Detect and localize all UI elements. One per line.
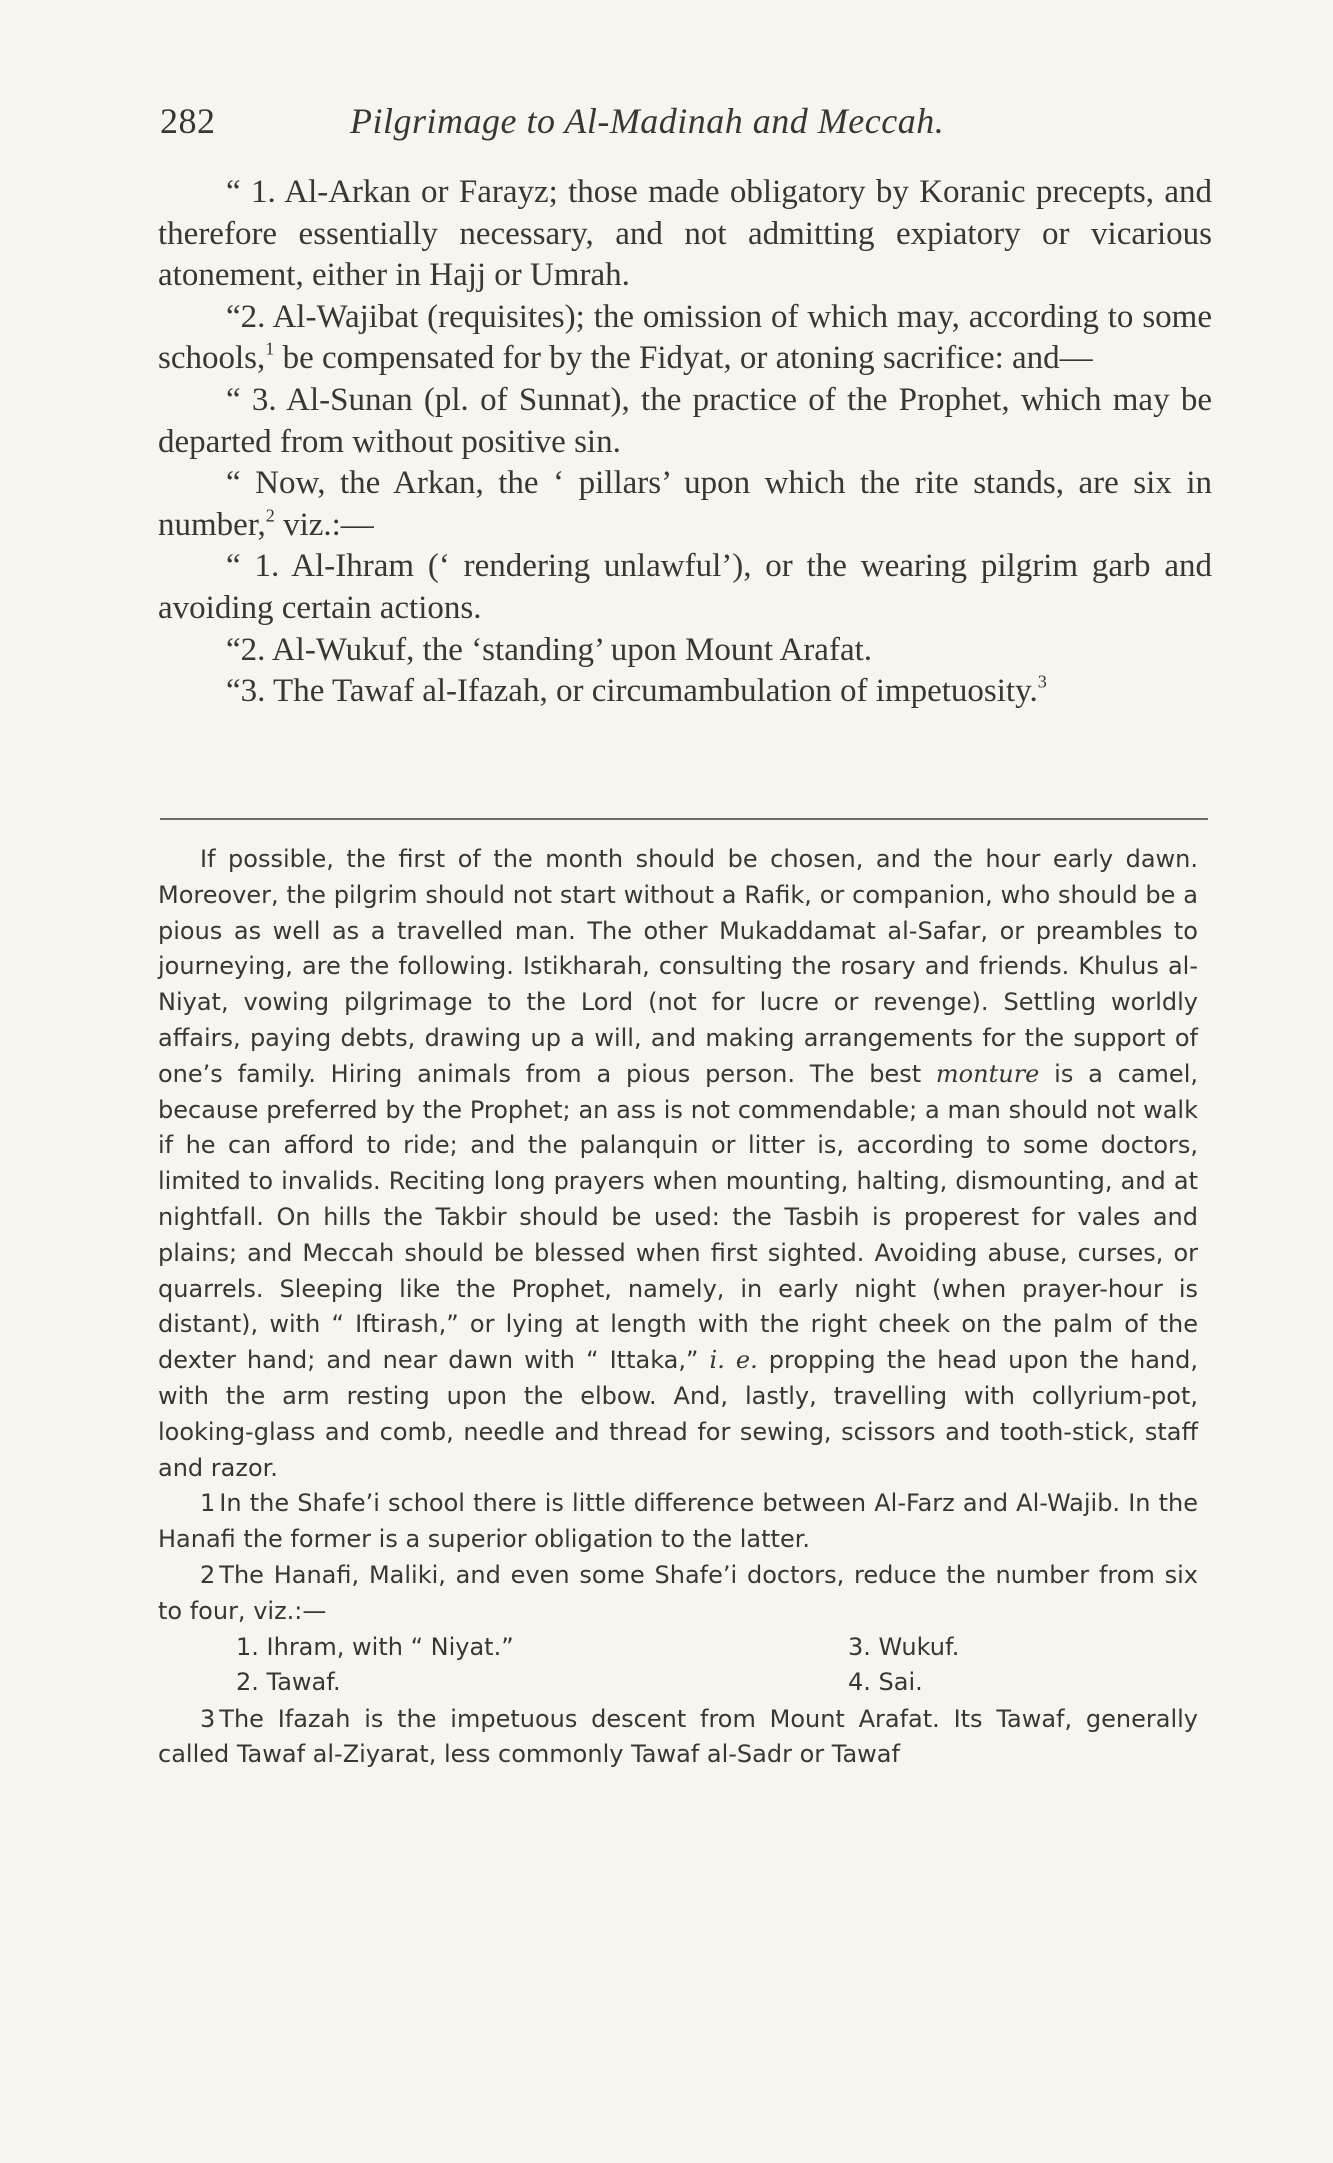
paragraph: “3. The Tawaf al-Ifazah, or circumambulation of impetuosity.$^3$ bbox=[226, 671, 1047, 710]
paragraph: “ 1. Al-Arkan or Farayz; those made obligatory by Koranic precepts, and therefore essentially necessary, and not admitting expiatory or vicarious atonement, either in Hajj or Umrah. bbox=[158, 174, 1212, 294]
footnote-marker: 3 bbox=[200, 1704, 216, 1733]
paragraph: “2. Al-Wajibat (requisites); the omission of which may, according to some schools,$^1$ be compensated for by the Fidyat, or atoning sacrifice: and— bbox=[158, 298, 1212, 377]
footnote-continued: If possible, the first of the month should be chosen, and the hour early dawn. Moreover, the pilgrim should not start without a Rafik, or companion, who should be a pious as well as a travelled man. The other Mukaddamat al-Safar, or preambles to journeying, are the following. Istikharah, consulting the rosary and friends. Khulus al-Niyat, vowing pilgrimage to the Lord (not for lucre or revenge). Settling worldly affairs, paying debts, drawing up a will, and making arrangements for the support of one’s family. Hiring animals from a pious person. The best monture is a camel, because preferred by the Prophet; an ass is not commendable; a man should not walk if he can afford to ride; and the palanquin or litter is, according to some doctors, limited to invalids. Reciting long prayers when mounting, halting, dismounting, and at nightfall. On hills the Takbir should be used: the Tasbih is properest for vales and plains; and Meccah should be blessed when first sighted. Avoiding abuse, curses, or quarrels. Sleeping like the Prophet, namely, in early night (when prayer-hour is distant), with “ Iftirash,” or lying at length with the right cheek on the palm of the dexter hand; and near dawn with “ Ittaka,” i. e. propping the head upon the hand, with the arm resting upon the elbow. And, lastly, travelling with collyrium-pot, looking-glass and comb, needle and thread for sewing, scissors and tooth-stick, staff and razor. bbox=[158, 845, 1199, 1482]
footnote-1: 1 In the Shafe’i school there is little difference between Al-Farz and Al-Wajib. In the Hanafi the former is a superior obligation to the latter. bbox=[158, 1489, 1198, 1554]
footnote-2: 2 The Hanafi, Maliki, and even some Shafe’i doctors, reduce the number from six to four, viz.:— bbox=[158, 1560, 1198, 1625]
main-text bbox=[158, 172, 1212, 713]
footnote-marker: 2 bbox=[200, 1560, 216, 1589]
list-column bbox=[848, 1630, 959, 1702]
paragraph: “ Now, the Arkan, the ‘ pillars’ upon which the rite stands, are six in number,$^2$ viz.:— bbox=[158, 465, 1212, 543]
list-item: 1. Ihram, with “ Niyat.” bbox=[236, 1632, 514, 1661]
footnotes bbox=[158, 842, 1198, 1773]
paragraph: “ 1. Al-Ihram (‘ rendering unlawful’), or the wearing pilgrim garb and avoiding certain actions. bbox=[158, 548, 1212, 626]
footnote-divider bbox=[160, 818, 1208, 820]
footnote-3: 3 The Ifazah is the impetuous descent from Mount Arafat. Its Tawaf, generally called Tawaf al-Ziyarat, less commonly Tawaf al-Sadr or Tawaf bbox=[158, 1704, 1198, 1769]
running-title: Pilgrimage to Al-Madinah and Meccah. bbox=[350, 101, 945, 141]
paragraph: “ 3. Al-Sunan (pl. of Sunnat), the practice of the Prophet, which may be departed from without positive sin. bbox=[158, 381, 1212, 460]
list-item: 3. Wukuf. bbox=[848, 1632, 960, 1661]
footnote-ref[interactable]: 3 bbox=[1037, 671, 1047, 692]
footnote-ref[interactable]: 2 bbox=[265, 505, 275, 526]
list-item: 2. Tawaf. bbox=[236, 1668, 341, 1697]
footnote-2-list bbox=[158, 1630, 1198, 1702]
running-header bbox=[160, 100, 1040, 150]
list-column bbox=[236, 1630, 514, 1702]
footnote-ref[interactable]: 1 bbox=[265, 338, 275, 359]
paragraph: “2. Al-Wukuf, the ‘standing’ upon Mount Arafat. bbox=[226, 631, 873, 668]
list-item: 4. Sai. bbox=[848, 1668, 923, 1697]
page-number: 282 bbox=[160, 101, 216, 141]
footnote-marker: 1 bbox=[200, 1489, 216, 1518]
